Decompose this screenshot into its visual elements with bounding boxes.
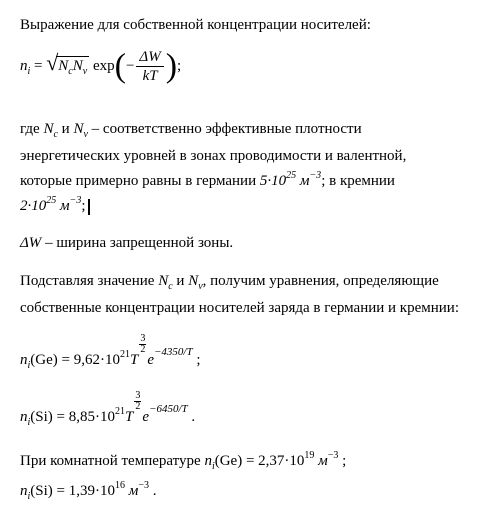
subst-line-2: собственные концентрации носителей заряда в германии и кремнии: [20, 300, 459, 316]
exponent-three-halves: $\frac{3}{2}$ [140, 333, 146, 355]
where-line-2: энергетических уровней в зонах проводимости и валентной, [20, 148, 407, 164]
fraction-dw-kt: $\frac{\Delta W}{kT}$ [136, 48, 163, 85]
equation-germanium: $n_i(Ge) = 9,62\cdot 10^{21}T$ $\frac{3}{2}$ $e^{-4350/T}$ ; [20, 333, 201, 371]
delta-w-definition: ΔW – ширина запрещенной зоны. [20, 235, 234, 251]
where-line-3: которые примерно равны в германии $5\cdot 10^{25}$ $м^{-3}$; в кремнии [20, 170, 395, 189]
exponent-three-halves: $\frac{3}{2}$ [135, 390, 141, 412]
where-line-1: где $N_c$ и $N_v$ – соответственно эффективные плотности [20, 121, 362, 140]
room-temp-germanium: При комнатной температуре $n_i(Ge) = 2,37\cdot 10^{19}$ $м^{-3}$ ; [20, 450, 347, 472]
formula-intrinsic-concentration: $n_i$ = √ $N_cN_v$ exp(− $\frac{\Delta W}{kT}$ ); [20, 47, 182, 85]
subst-line-1: Подставляя значение $N_c$ и $N_v$, получим уравнения, определяющие [20, 273, 439, 292]
text-cursor [88, 199, 90, 215]
ni-symbol: $n_i$ [20, 57, 31, 77]
room-temp-silicon: $n_i(Si) = 1,39\cdot 10^{16}$ $м^{-3}$ . [20, 480, 157, 502]
sqrt-expression: √ $N_cN_v$ [46, 49, 88, 77]
equation-silicon: $n_i(Si) = 8,85\cdot 10^{21}T$ $\frac{3}{2}$ $e^{-6450/T}$ . [20, 390, 196, 428]
exp-function: exp [92, 57, 115, 74]
intro-text: Выражение для собственной концентрации носителей: [20, 17, 371, 33]
where-line-4: $2\cdot 10^{25}$ $м^{-3}$; [20, 197, 90, 215]
